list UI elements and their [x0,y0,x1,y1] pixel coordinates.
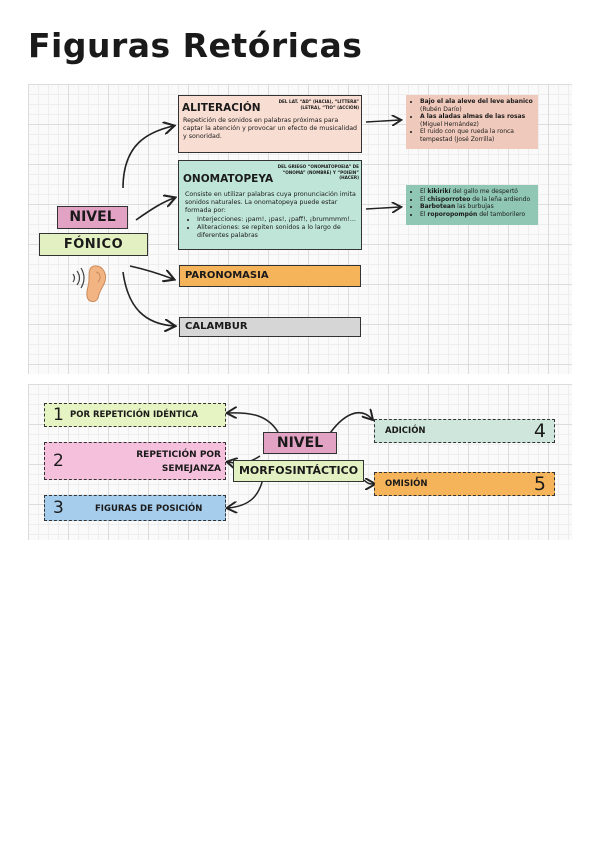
nivel-text: NIVEL [69,209,116,225]
repeticion-semejanza-box [44,442,226,480]
nivel-label [263,432,337,454]
fonico-text: FÓNICO [63,237,124,252]
item-label: OMISIÓN [385,479,428,489]
onomatopeya-description: Consiste en utilizar palabras cuya pronunciación imita sonidos naturales. La onomatopeya puede estar formada por: [185,191,356,214]
nivel-fonico-panel [28,84,572,374]
list-item: • A las aladas almas de las rosas (Miguel Hernández) [420,113,534,128]
omision-box [374,472,555,496]
list-item: • Interjecciones: ¡pam!, ¡pas!, ¡paff!, ¡brummmm!... [197,216,365,224]
paronomasia-title: PARONOMASIA [185,270,269,281]
nivel-label [57,206,128,229]
item-number: 5 [533,473,546,495]
item-label: POR REPETICIÓN IDÉNTICA [70,410,198,420]
calambur-title: CALAMBUR [185,321,248,332]
item-number: 2 [53,451,64,471]
item-number: 3 [53,498,64,518]
aliteracion-example-list [410,98,534,143]
list-item: • Bajo el ala aleve del leve abanico (Rubén Darío) [420,98,534,113]
onomatopeya-etymology: DEL GRIEGO “ONOMATOPOEIA” DE “ONOMA” (NOMBRE) Y “POIEIN” (HACER) [277,164,359,180]
onomatopeya-title: ONOMATOPEYA [183,173,274,185]
aliteracion-etymology: DEL LAT. “AD” (HACIA), “LITTERA” (LETRA), “TIO” (ACCIÓN) [278,99,359,110]
list-item: • Aliteraciones: se repiten sonidos a lo largo de diferentes palabras [197,224,365,240]
item-label: FIGURAS DE POSICIÓN [95,504,203,514]
item-number: 4 [533,420,546,442]
list-item: • El chisporroteo de la leña ardiendo [420,196,534,204]
page-title: Figuras Retóricas [28,26,363,65]
aliteracion-title: ALITERACIÓN [182,102,261,114]
aliteracion-box [178,95,362,153]
onomatopeya-box [178,160,362,250]
item-number: 1 [53,405,64,425]
list-item: • El kikirikí del gallo me despertó [420,188,534,196]
figuras-posicion-box [44,495,226,521]
item-label: REPETICIÓN POR SEMEJANZA [136,450,221,474]
nivel-morfosintactico-panel [28,384,572,540]
fonico-label [39,233,148,256]
repeticion-identica-box [44,403,226,427]
morfosintactico-text: MORFOSINTÁCTICO [238,464,359,477]
ear-icon [68,262,110,304]
list-item: • El ruido con que rueda la ronca tempestad (José Zorrilla) [420,128,534,143]
nivel-text: NIVEL [276,435,324,451]
aliteracion-description: Repetición de sonidos en palabras próximas para captar la atención y provocar un efecto de musicalidad y sonoridad. [183,117,358,140]
onomatopeya-examples [406,185,538,225]
onomatopeya-item-list [187,216,365,240]
calambur-box [179,317,361,337]
paronomasia-box [179,265,361,287]
onomatopeya-example-list [410,188,534,218]
list-item: • El roporopompón del tamborilero [420,211,534,219]
adicion-box [374,419,555,443]
item-label: ADICIÓN [385,426,426,436]
list-item: • Barbotean las burbujas [420,203,534,211]
aliteracion-examples [406,95,538,149]
morfosintactico-label [233,460,364,482]
